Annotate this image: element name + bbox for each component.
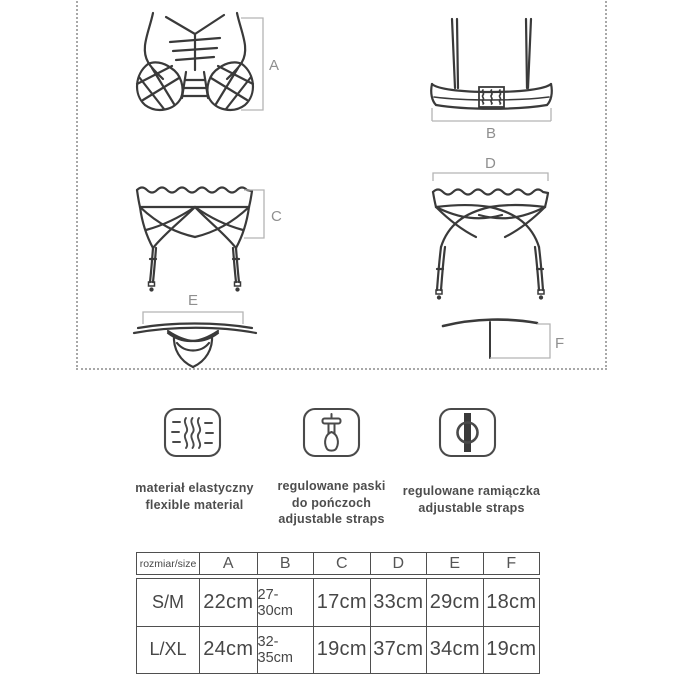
feature-caption-line: adjustable straps (418, 500, 525, 515)
size-col-header-c: C (313, 552, 372, 575)
size-table-header-row (136, 552, 540, 575)
feature-caption-line: do pończoch (291, 495, 372, 510)
size-value-cell: 29cm (426, 578, 485, 627)
size-value-cell: 27-30cm (257, 578, 315, 627)
garter-belt-back-diagram (400, 155, 585, 305)
dimension-label-f: F (555, 335, 565, 352)
size-value-cell: 34cm (426, 626, 485, 674)
size-col-header-e: E (426, 552, 485, 575)
size-col-header-b: B (257, 552, 315, 575)
size-value-cell: 37cm (370, 626, 428, 674)
garter-belt-front-diagram (125, 177, 295, 305)
dimension-label-c: C (271, 208, 282, 225)
feature-caption-line: regulowane paski (277, 479, 386, 493)
size-col-header-d: D (370, 552, 428, 575)
adjustable-garter-straps-icon (302, 407, 361, 458)
size-value-cell: 19cm (313, 626, 372, 674)
size-table-row-lxl (136, 626, 540, 674)
size-row-label: S/M (136, 578, 200, 627)
size-col-header-f: F (483, 552, 541, 575)
elastic-material-icon (163, 407, 222, 458)
size-table (136, 552, 540, 674)
size-table-header-label: rozmiar/size (136, 552, 200, 575)
dimension-label-e: E (188, 292, 199, 309)
feature-caption-shoulder-straps (384, 483, 559, 516)
size-value-cell: 22cm (199, 578, 259, 627)
garter-strap-diagram (430, 300, 580, 378)
dimension-bracket-b (432, 108, 551, 121)
feature-caption-line: regulowane ramiączka (402, 484, 541, 498)
size-value-cell: 24cm (199, 626, 259, 674)
feature-caption-line: materiał elastyczny (135, 481, 254, 495)
size-col-header-a: A (199, 552, 259, 575)
feature-caption-line: adjustable straps (278, 512, 385, 526)
dimension-label-d: D (485, 155, 496, 172)
adjustable-shoulder-straps-icon (438, 407, 497, 458)
size-value-cell: 17cm (313, 578, 372, 627)
bra-front-diagram (125, 8, 295, 123)
dimension-label-a: A (269, 57, 280, 74)
dimension-label-b: B (486, 125, 497, 142)
size-value-cell: 33cm (370, 578, 428, 627)
bra-band-back-diagram (415, 5, 600, 140)
size-value-cell: 19cm (483, 626, 541, 674)
panties-diagram (122, 293, 272, 378)
size-table-row-sm (136, 578, 540, 627)
dimension-bracket-d (433, 173, 548, 181)
size-value-cell: 18cm (483, 578, 541, 627)
dimension-bracket-f (490, 324, 550, 358)
size-value-cell: 32-35cm (257, 626, 315, 674)
feature-caption-line: flexible material (145, 497, 244, 512)
hook-closure (479, 87, 504, 107)
dimension-bracket-e (143, 312, 243, 324)
size-row-label: L/XL (136, 626, 200, 674)
